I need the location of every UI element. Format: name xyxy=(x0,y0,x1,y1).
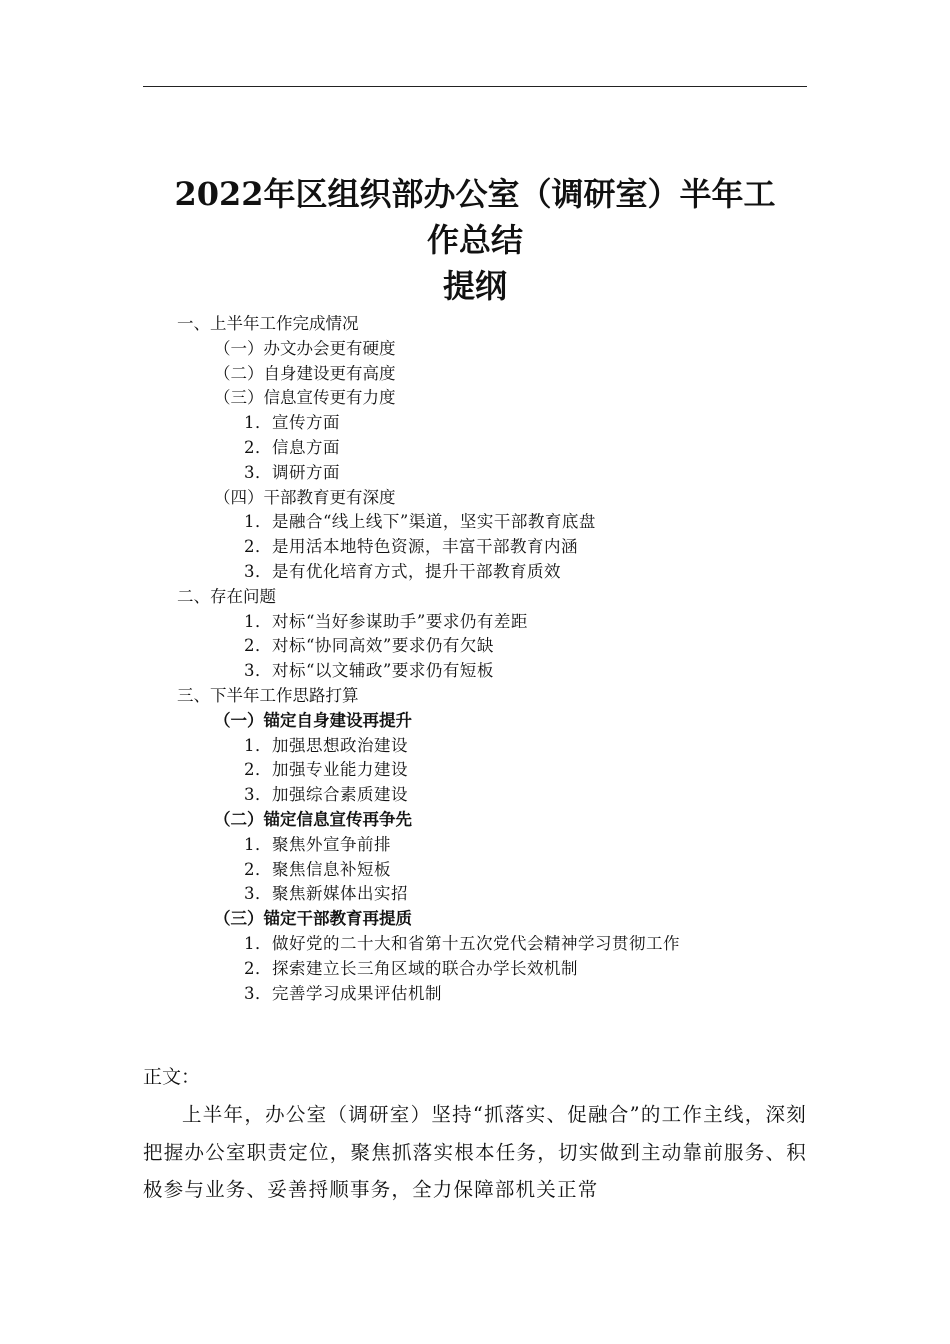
outline-item: 3．对标“以文辅政”要求仍有短板 xyxy=(244,661,494,681)
outline-item: 1．聚焦外宣争前排 xyxy=(244,834,391,854)
outline-item: 一、上半年工作完成情况 xyxy=(177,314,359,333)
body-label: 正文： xyxy=(143,1066,201,1088)
outline-item: （三）锚定干部教育再提质 xyxy=(214,909,412,929)
outline-item: （四）干部教育更有深度 xyxy=(214,487,396,507)
document-subtitle: 提纲 xyxy=(442,267,507,305)
outline-item: （三）信息宣传更有力度 xyxy=(214,388,396,408)
outline-item: 三、下半年工作思路打算 xyxy=(177,685,359,705)
outline-item: 3．聚焦新媒体出实招 xyxy=(244,884,408,904)
outline-item: 1．做好党的二十大和省第十五次党代会精神学习贯彻工作 xyxy=(244,933,680,953)
outline-item: 1．宣传方面 xyxy=(244,413,340,433)
outline-item: 3．调研方面 xyxy=(244,462,340,482)
outline-item: 3．完善学习成果评估机制 xyxy=(244,983,442,1003)
outline-item: 1．加强思想政治建设 xyxy=(244,735,408,755)
outline-item: 2．对标“协同高效”要求仍有欠缺 xyxy=(244,636,494,656)
outline-item: 3．加强综合素质建设 xyxy=(244,785,408,805)
document-title-line2: 作总结 xyxy=(426,221,523,259)
outline-item: 2．聚焦信息补短板 xyxy=(244,859,391,879)
outline-list xyxy=(0,312,950,1006)
outline-item: 2．信息方面 xyxy=(244,437,340,457)
header-rule xyxy=(143,86,807,87)
outline-item: （二）自身建设更有高度 xyxy=(214,363,396,383)
outline-item: 二、存在问题 xyxy=(177,586,276,606)
outline-item: 1．对标“当好参谋助手”要求仍有差距 xyxy=(244,611,528,631)
outline-item: 3．是有优化培育方式，提升干部教育质效 xyxy=(244,561,561,581)
outline-item: 2．探索建立长三角区域的联合办学长效机制 xyxy=(244,958,578,978)
outline-item: （一）办文办会更有硬度 xyxy=(214,338,396,358)
outline-item: （二）锚定信息宣传再争先 xyxy=(214,809,412,829)
outline-item: （一）锚定自身建设再提升 xyxy=(214,710,412,730)
document-title-line1: 2022年区组织部办公室（调研室）半年工 xyxy=(174,175,776,213)
outline-item: 2．是用活本地特色资源，丰富干部教育内涵 xyxy=(244,537,578,557)
outline-item: 1．是融合“线上线下”渠道，坚实干部教育底盘 xyxy=(244,512,596,532)
body-paragraph: 上半年，办公室（调研室）坚持“抓落实、促融合”的工作主线，深刻把握办公室职责定位，聚焦抓落实根本任务，切实做到主动靠前服务、积极参与业务、妥善捋顺事务，全力保障部机关正常 xyxy=(143,1103,807,1201)
outline-item: 2．加强专业能力建设 xyxy=(244,760,408,780)
